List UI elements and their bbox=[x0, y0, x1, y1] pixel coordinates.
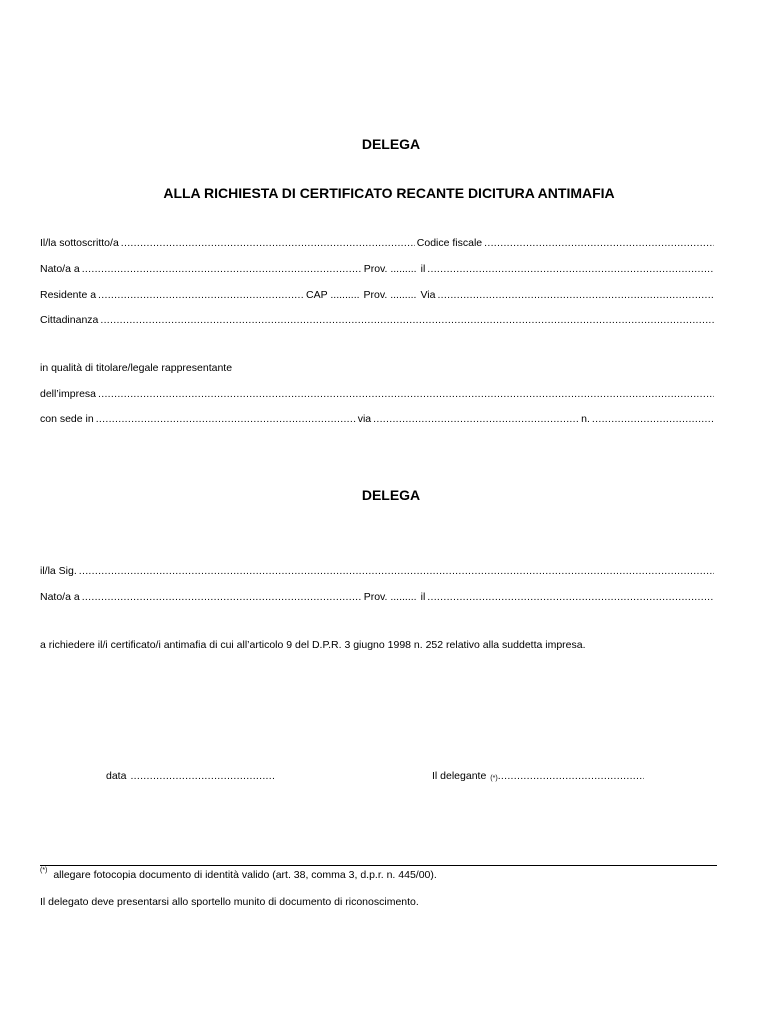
field-data-nascita-delegato[interactable] bbox=[427, 590, 714, 604]
line-sottoscritto bbox=[40, 234, 716, 250]
istruzione-delegato: Il delegato deve presentarsi allo sportello munito di documento di riconoscimento. bbox=[40, 896, 419, 908]
label-data: data bbox=[106, 770, 127, 782]
label-prov-delegato: Prov. ......... bbox=[363, 591, 417, 603]
label-cap: CAP .......... bbox=[306, 289, 360, 301]
label-delegante: Il delegante bbox=[432, 770, 487, 782]
field-data-nascita[interactable] bbox=[427, 262, 714, 276]
line-nascita bbox=[40, 260, 716, 276]
field-codice-fiscale[interactable] bbox=[484, 236, 714, 250]
footnote-mark: (*) bbox=[40, 867, 48, 874]
label-cittadinanza: Cittadinanza bbox=[40, 314, 99, 326]
document-subtitle: ALLA RICHIESTA DI CERTIFICATO RECANTE DICITURA ANTIMAFIA bbox=[163, 185, 615, 201]
field-sig[interactable] bbox=[79, 564, 714, 578]
field-residenza[interactable] bbox=[98, 288, 304, 302]
line-cittadinanza bbox=[40, 311, 716, 327]
text-richiesta: a richiedere il/i certificato/i antimafia di cui all’articolo 9 del D.P.R. 3 giugno 1998 n. 252 relativo alla suddetta impresa. bbox=[40, 639, 586, 651]
field-impresa[interactable] bbox=[98, 387, 714, 401]
line-nascita-delegato bbox=[40, 588, 716, 604]
field-numero[interactable] bbox=[592, 412, 714, 426]
text-in-qualita: in qualità di titolare/legale rappresentante bbox=[40, 362, 233, 374]
line-residenza bbox=[40, 286, 716, 302]
label-codice-fiscale: Codice fiscale bbox=[416, 237, 483, 249]
label-il-delegato: il bbox=[420, 591, 426, 603]
field-firma-delegante[interactable] bbox=[498, 770, 644, 782]
note-mark: (*) bbox=[490, 775, 498, 782]
label-sig: il/la Sig. bbox=[40, 565, 77, 577]
label-sottoscritto: Il/la sottoscritto/a bbox=[40, 237, 119, 249]
field-cittadinanza[interactable] bbox=[100, 313, 714, 327]
document-title: DELEGA bbox=[361, 136, 421, 152]
label-nato-a: Nato/a a bbox=[40, 263, 80, 275]
field-via-sede[interactable] bbox=[373, 412, 579, 426]
field-luogo-nascita-delegato[interactable] bbox=[82, 590, 362, 604]
field-sottoscritto[interactable] bbox=[121, 236, 415, 250]
label-via: Via bbox=[420, 289, 436, 301]
label-residente-a: Residente a bbox=[40, 289, 97, 301]
label-prov-residenza: Prov. ......... bbox=[363, 289, 417, 301]
field-sede[interactable] bbox=[96, 412, 356, 426]
label-via-sede: via bbox=[357, 413, 372, 425]
label-numero: n. bbox=[581, 413, 590, 425]
line-sede bbox=[40, 410, 716, 426]
line-impresa bbox=[40, 385, 716, 401]
label-impresa: dell’impresa bbox=[40, 388, 97, 400]
label-sede: con sede in bbox=[40, 413, 94, 425]
field-luogo-nascita[interactable] bbox=[82, 262, 362, 276]
line-sig bbox=[40, 562, 716, 578]
footnote bbox=[40, 867, 437, 881]
field-data[interactable] bbox=[130, 770, 276, 782]
label-prov: Prov. ......... bbox=[363, 263, 417, 275]
field-via[interactable] bbox=[437, 288, 714, 302]
delega-heading: DELEGA bbox=[361, 487, 421, 503]
footnote-text: allegare fotocopia documento di identità valido (art. 38, comma 3, d.p.r. n. 445/00). bbox=[53, 869, 437, 881]
footnote-divider bbox=[40, 865, 717, 866]
label-il: il bbox=[420, 263, 426, 275]
sig-delegante bbox=[432, 770, 644, 782]
sig-data bbox=[106, 770, 276, 782]
label-nato-a-delegato: Nato/a a bbox=[40, 591, 80, 603]
